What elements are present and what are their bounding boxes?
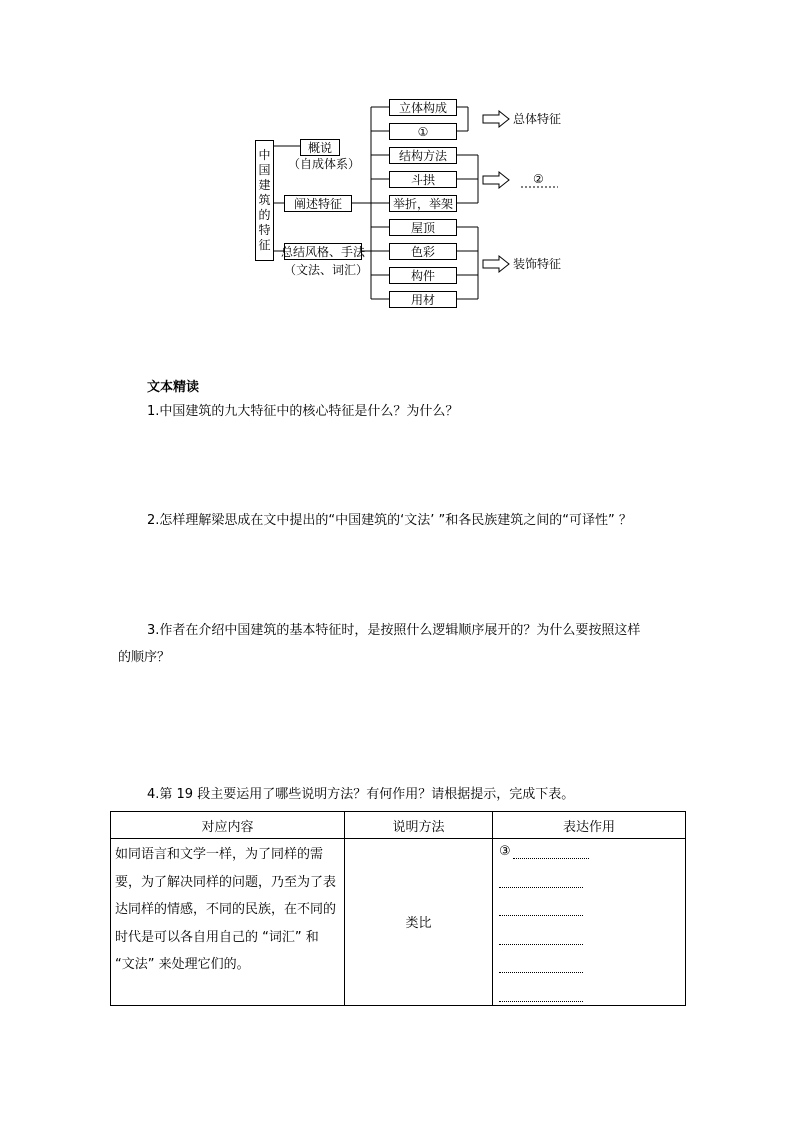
blank-marker-3: ③: [499, 844, 511, 859]
title-char: 筑: [258, 193, 271, 207]
title-char: 征: [258, 238, 271, 252]
item-dougong: 斗拱: [389, 171, 457, 188]
answer-line[interactable]: [499, 916, 583, 945]
answer-line[interactable]: [499, 842, 589, 859]
item-roof: 屋顶: [389, 219, 457, 236]
question-1: 1.中国建筑的九大特征中的核心特征是什么？为什么？: [147, 404, 459, 419]
item-color: 色彩: [389, 243, 457, 260]
cell-method: 类比: [345, 839, 493, 1006]
result-overall: 总体特征: [513, 112, 562, 126]
answer-line[interactable]: [499, 859, 583, 888]
item-3d-composition: 立体构成: [389, 99, 457, 116]
answer-line[interactable]: [499, 945, 583, 974]
dotted-line: [513, 842, 589, 859]
title-char: 中: [258, 148, 271, 162]
structure-diagram: [0, 0, 794, 330]
analysis-table: [110, 811, 686, 1006]
table-header-row: [111, 812, 686, 839]
answer-line[interactable]: [499, 973, 583, 1002]
header-effect: 表达作用: [493, 812, 686, 839]
question-3-line-1: 3.作者在介绍中国建筑的基本特征时，是按照什么逻辑顺序展开的？为什么要按照这样: [147, 623, 641, 638]
arrow-decor: [483, 256, 509, 272]
question-3-line-2: 的顺序？: [118, 650, 171, 665]
item-juzhe: 举折，举架: [389, 195, 457, 212]
title-char: 特: [258, 223, 271, 237]
branch-features: 阐述特征: [284, 195, 352, 212]
item-materials: 用材: [389, 291, 457, 308]
branch-summary: 总结风格、手法: [281, 244, 366, 259]
table-row: [111, 839, 686, 1006]
item-blank-1: ①: [389, 123, 457, 140]
section-title: 文本精读: [147, 380, 200, 395]
title-char: 的: [258, 208, 271, 222]
title-char: 国: [258, 163, 271, 177]
branch-overview: 概说: [300, 139, 340, 156]
arrow-blank: [483, 172, 509, 188]
title-char: 建: [258, 178, 271, 192]
arrow-overall: [483, 111, 509, 127]
answer-line[interactable]: [499, 888, 583, 917]
result-blank-2: ②: [533, 172, 544, 186]
question-4: 4.第 19 段主要运用了哪些说明方法？有何作用？请根据提示，完成下表。: [147, 787, 575, 802]
item-components: 构件: [389, 267, 457, 284]
header-method: 说明方法: [345, 812, 493, 839]
branch-summary-note: （文法、词汇）: [284, 263, 369, 277]
question-2: 2.怎样理解梁思成在文中提出的“中国建筑的‘文法’ ”和各民族建筑之间的“可译性” ？: [147, 513, 632, 528]
branch-overview-note: （自成体系）: [288, 157, 361, 171]
header-content: 对应内容: [111, 812, 345, 839]
result-decor: 装饰特征: [513, 257, 562, 271]
item-structure-method: 结构方法: [389, 147, 457, 164]
cell-effect: [493, 839, 686, 1006]
diagram-vertical-title: [255, 140, 274, 261]
cell-content: 如同语言和文学一样，为了同样的需要，为了解决同样的问题，乃至为了表达同样的情感，不同的民族，在不同的时代是可以各自用自己的 “词汇” 和 “文法” 来处理它们的。: [111, 839, 345, 1006]
